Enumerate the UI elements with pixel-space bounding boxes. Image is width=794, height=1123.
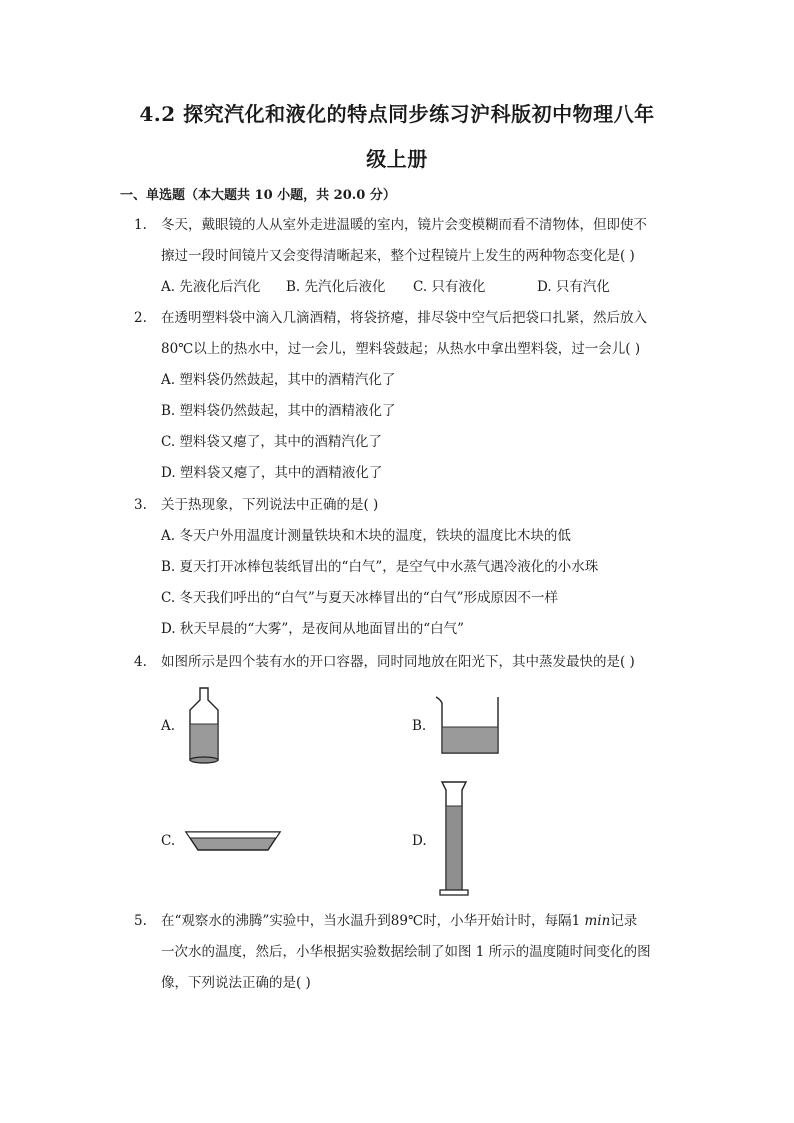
- question-number: 4.: [134, 654, 147, 670]
- question-text: 在“观察水的沸腾”实验中，当水温升到89℃时，小华开始计时，每隔1 min记录: [161, 913, 638, 929]
- figure-label-b: B.: [412, 718, 427, 734]
- option-b: B. 夏天打开冰棒包装纸冒出的“白气”，是空气中水蒸气遇冷液化的小水珠: [161, 559, 599, 575]
- figure-label-c: C.: [161, 833, 176, 849]
- option-c: C. 塑料袋又瘪了，其中的酒精汽化了: [161, 434, 382, 450]
- option-a: A. 冬天户外用温度计测量铁块和木块的温度，铁块的温度比木块的低: [161, 528, 571, 544]
- question-number: 1.: [134, 217, 147, 233]
- figure-label-d: D.: [412, 833, 427, 849]
- option-d: D. 塑料袋又瘪了，其中的酒精液化了: [161, 465, 383, 481]
- shallow-dish-figure: [184, 828, 282, 856]
- question-number: 2.: [134, 310, 147, 326]
- option-b: B. 先汽化后液化: [286, 279, 386, 295]
- beaker-figure: [432, 693, 502, 757]
- option-a: A. 先液化后汽化: [161, 279, 261, 295]
- graduated-cylinder-figure: [434, 780, 474, 898]
- option-d: D. 只有汽化: [537, 279, 610, 295]
- question-text: 80℃以上的热水中，过一会儿，塑料袋鼓起；从热水中拿出塑料袋，过一会儿( ): [161, 341, 641, 357]
- option-a: A. 塑料袋仍然鼓起，其中的酒精汽化了: [161, 372, 396, 388]
- question-text: 如图所示是四个装有水的开口容器，同时同地放在阳光下，其中蒸发最快的是( ): [161, 654, 635, 670]
- question-text: 在透明塑料袋中滴入几滴酒精，将袋挤瘪，排尽袋中空气后把袋口扎紧，然后放入: [161, 310, 647, 326]
- question-number: 3.: [134, 497, 147, 513]
- option-b: B. 塑料袋仍然鼓起，其中的酒精液化了: [161, 403, 396, 419]
- section-heading: 一、单选题（本大题共 10 小题，共 20.0 分）: [120, 188, 396, 203]
- question-number: 5.: [134, 913, 147, 929]
- figure-label-a: A.: [161, 718, 176, 734]
- bottle-figure: [184, 686, 224, 766]
- option-d: D. 秋天早晨的“大雾”，是夜间从地面冒出的“白气”: [161, 621, 465, 637]
- option-c: C. 冬天我们呼出的“白气”与夏天冰棒冒出的“白气”形成原因不一样: [161, 590, 559, 606]
- page-title-continued: 级上册: [366, 147, 428, 171]
- question-text: 一次水的温度，然后，小华根据实验数据绘制了如图 1 所示的温度随时间变化的图: [161, 944, 651, 960]
- unit-min: min: [584, 913, 611, 929]
- question-text: 冬天，戴眼镜的人从室外走进温暖的室内，镜片会变模糊而看不清物体，但即使不: [161, 217, 647, 233]
- option-c: C. 只有液化: [413, 279, 486, 295]
- question-text: 关于热现象，下列说法中正确的是( ): [161, 497, 379, 513]
- question-text: 像，下列说法正确的是( ): [161, 975, 311, 991]
- question-text: 擦过一段时间镜片又会变得清晰起来，整个过程镜片上发生的两种物态变化是( ): [161, 248, 635, 264]
- page-title: 4.2 探究汽化和液化的特点同步练习沪科版初中物理八年: [139, 102, 655, 126]
